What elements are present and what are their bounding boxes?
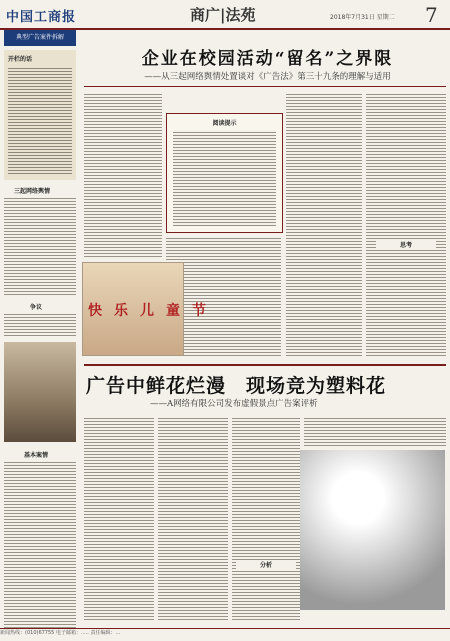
- article1-col-4: [366, 92, 446, 356]
- sidebar-heading-2: 争议: [30, 304, 43, 311]
- section-title: 商广|法苑: [190, 6, 256, 24]
- article2-heading-analysis: 分析: [236, 560, 296, 569]
- issue-date: 2018年7月31日 星期二: [330, 14, 395, 21]
- page-footer: 新闻热线：(010)67755 电子邮箱：..... 责任编辑：...: [0, 628, 450, 641]
- page-number: 7: [425, 3, 438, 27]
- article1-col-1: [84, 92, 162, 257]
- sidebar-heading-3: 基本案情: [24, 452, 49, 459]
- sidebar-text-1: [4, 196, 76, 296]
- article2-headline: 广告中鲜花烂漫 现场竞为塑料花: [86, 375, 387, 397]
- article1-headline: 企业在校园活动“留名”之界限: [141, 49, 394, 69]
- sidebar-text-2: [4, 312, 76, 338]
- sidebar-tag: 典型广告案件拆解: [4, 30, 76, 46]
- editor-note-title: 开栏的话: [8, 56, 33, 63]
- article2-subtitle: ——A网络有限公司发布虚假景点广告案评析: [150, 399, 318, 409]
- article1-subtitle: ——从三起网络舆情处置谈对《广告法》第三十九条的理解与适用: [144, 72, 391, 82]
- newspaper-logo: 中国工商报: [6, 10, 77, 25]
- article2-col-3: [232, 416, 300, 621]
- photo-banner-text: 快乐儿童节: [88, 303, 218, 319]
- article2-top-rule: [84, 364, 446, 366]
- masthead: [0, 0, 450, 30]
- editor-note-text: [8, 66, 72, 174]
- reading-tip-box: [166, 113, 283, 233]
- sidebar-heading-1: 三起网络舆情: [14, 188, 51, 195]
- article1-col-3: [286, 92, 362, 356]
- reading-tip-title: 阅读提示: [212, 120, 237, 127]
- sidebar-text-3: [4, 460, 76, 630]
- sidebar-photo: [4, 342, 76, 442]
- article1-heading-think: 思考: [376, 240, 436, 249]
- left-sidebar: [4, 30, 76, 635]
- article2-col-4-top: [304, 416, 446, 446]
- editor-note-box: [4, 50, 76, 180]
- article1-rule: [84, 86, 446, 87]
- article2-col-1: [84, 416, 154, 621]
- article2-col-2: [158, 416, 228, 621]
- article2-illustration: [300, 450, 445, 610]
- reading-tip-text: [173, 130, 276, 226]
